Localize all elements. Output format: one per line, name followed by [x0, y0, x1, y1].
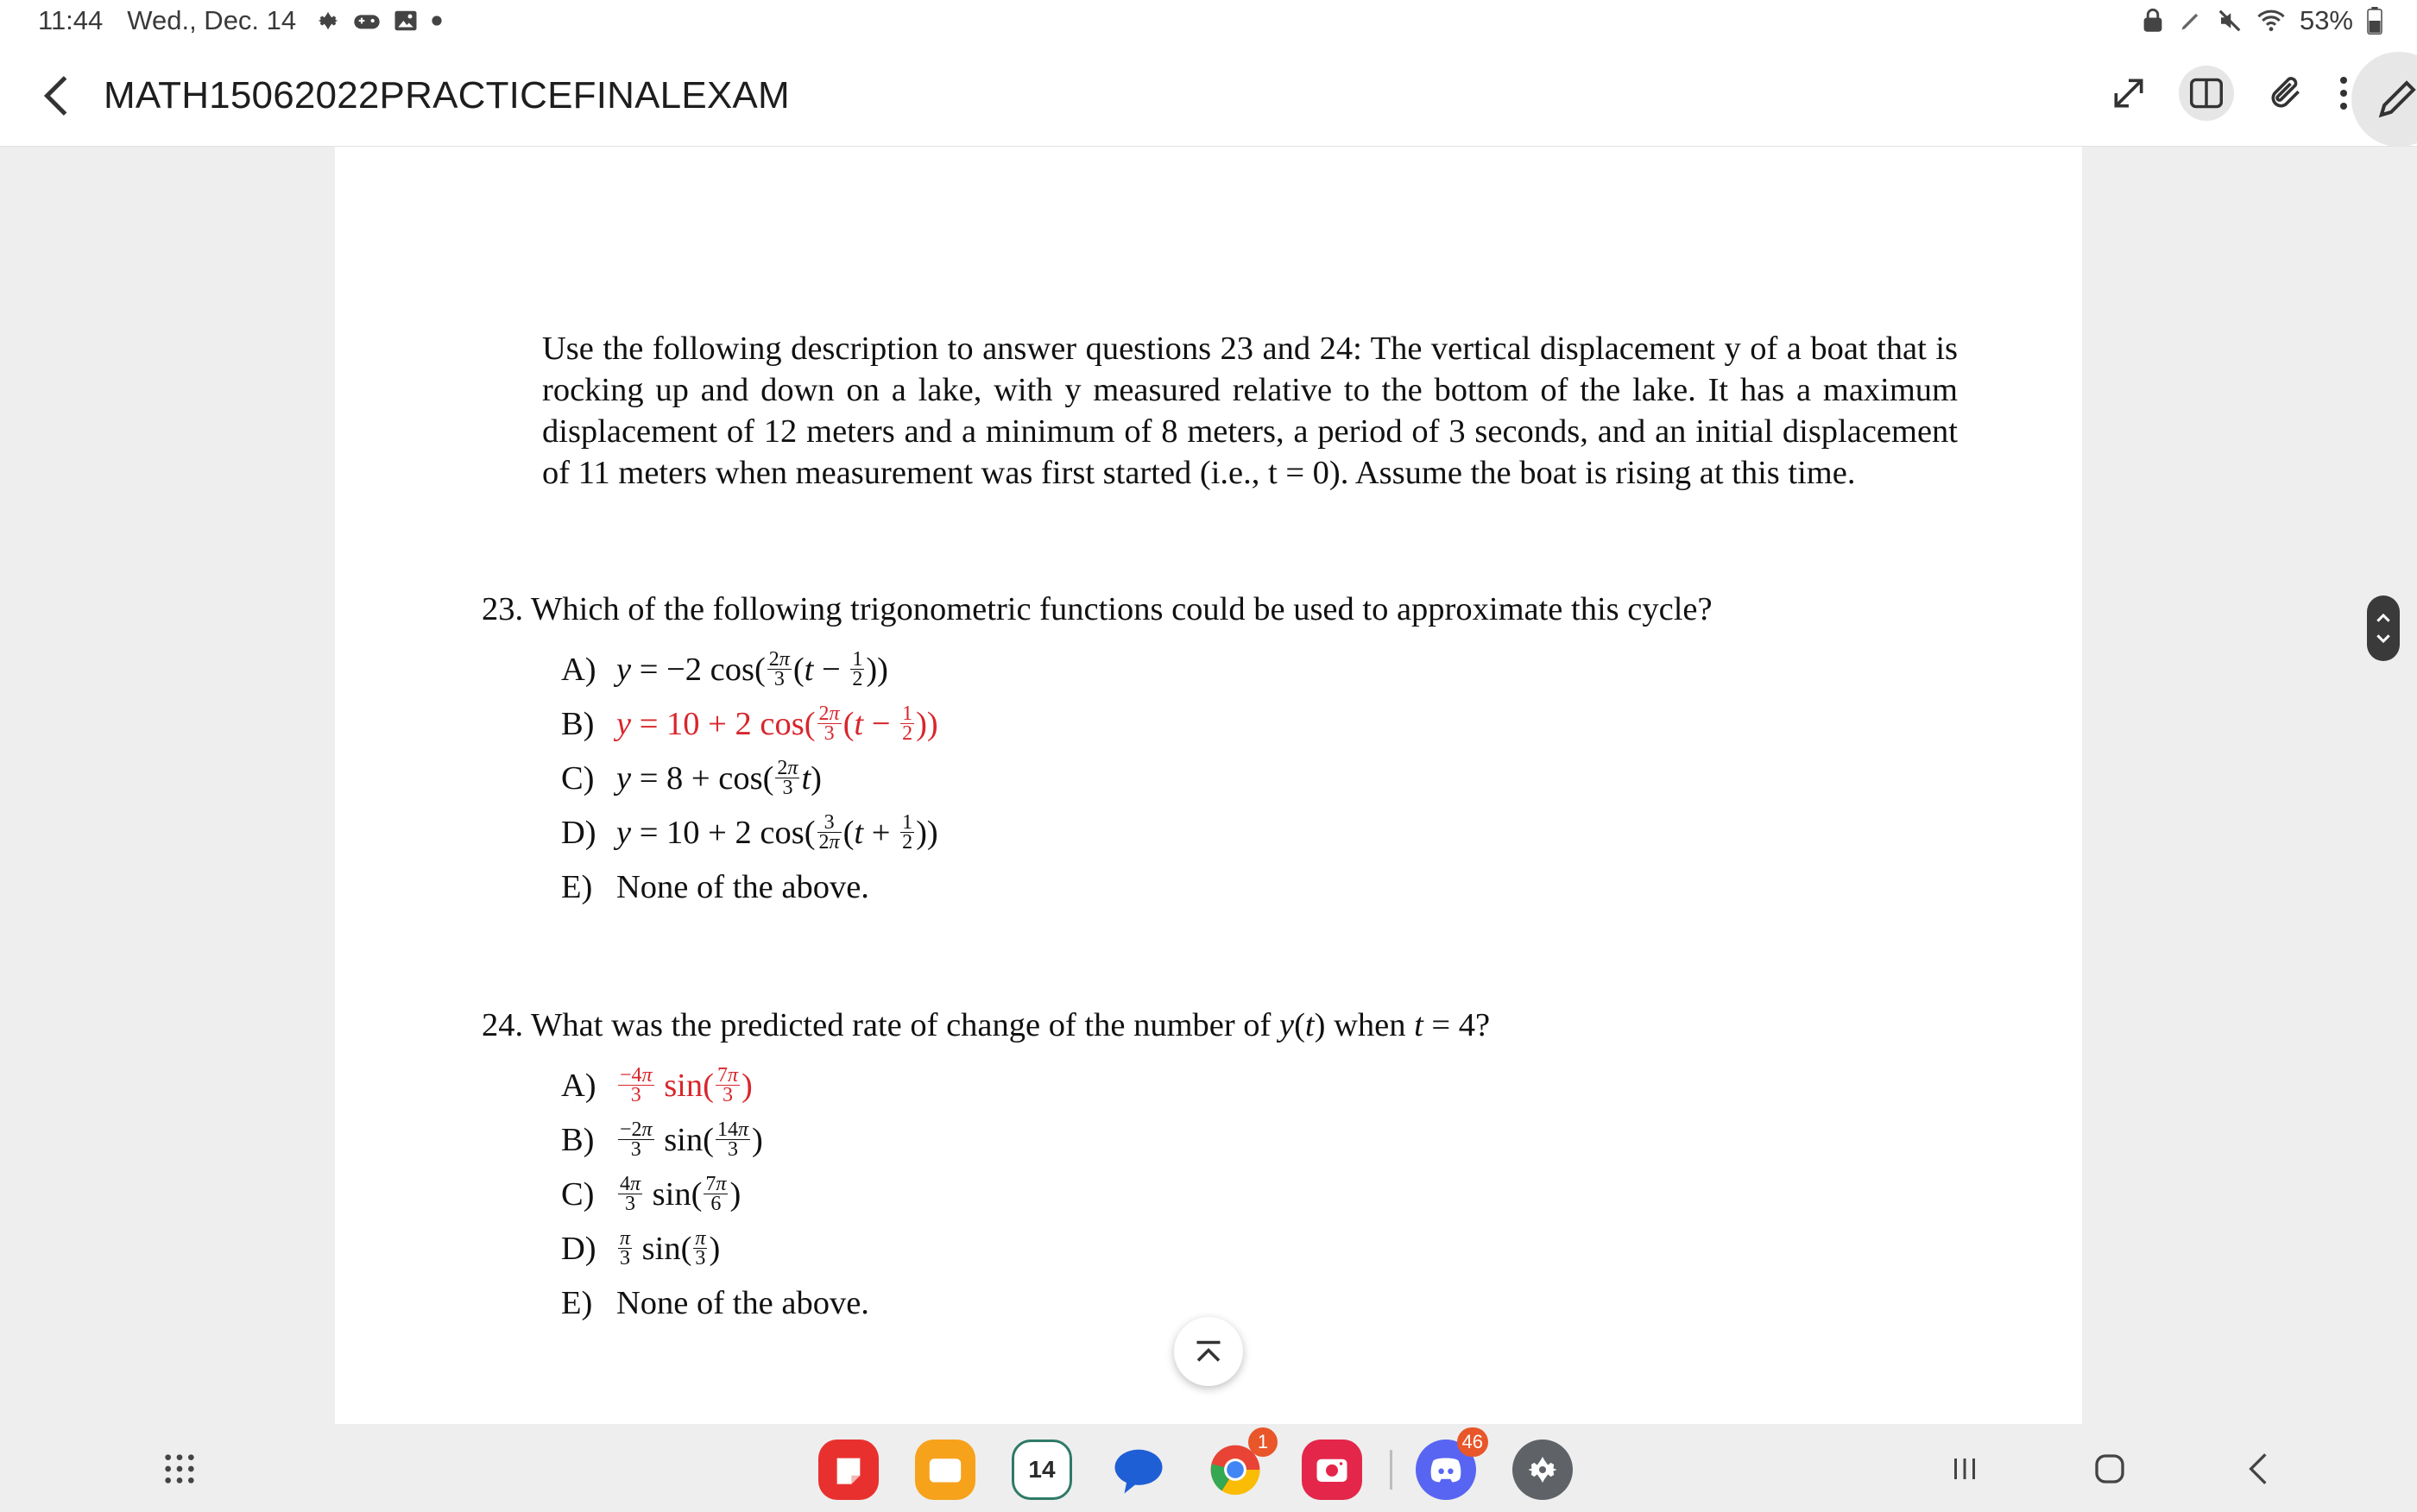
choice-label: D) [561, 1231, 596, 1267]
chevron-left-icon [40, 74, 74, 117]
samsung-notes-app[interactable] [818, 1440, 879, 1500]
settings-app[interactable] [1512, 1440, 1573, 1500]
attach-button[interactable] [2258, 66, 2313, 121]
q24-choice-a: A) $\frac{-4\pi}{3}$ sin( $\frac{7\pi}{3}$ ) [561, 1063, 753, 1106]
scroll-to-top-button[interactable] [1174, 1317, 1243, 1386]
choice-label: B) [561, 706, 595, 742]
q23-choice-d: D) y = 10 + 2 cos( $\frac{3}{2\pi}$ (t + $\frac{1}{2}$ )) [561, 810, 938, 854]
choice-label: D) [561, 815, 596, 851]
back-button[interactable] [40, 74, 74, 117]
choice-label: E) [561, 1285, 593, 1321]
recents-icon [1949, 1453, 1980, 1484]
problem-description: Use the following description to answer questions 23 and 24: The vertical displacement y of a boat that is rocking up and down on a lake, with y measured relative to the bottom of the lake. It has a maximum displacement of 12 meters and a minimum of 8 meters, a period of 3 seconds, and an initial displacement of 11 meters when measurement was first started (i.e., t = 0). Assume the boat is rising at this time. [542, 331, 1958, 491]
status-left [38, 5, 443, 36]
notification-icons [315, 8, 443, 34]
status-right [2141, 5, 2382, 36]
q23-choice-a: A) y = −2 cos( $\frac{2\pi}{3}$ (t − $\frac{1}{2}$ )) [561, 647, 888, 690]
notification-badge: 46 [1457, 1427, 1488, 1457]
choice-label: B) [561, 1122, 595, 1158]
choice-label: E) [561, 869, 593, 905]
app-drawer-button[interactable] [154, 1443, 205, 1495]
pen-status-icon [2179, 9, 2203, 33]
system-back-button[interactable] [2232, 1443, 2284, 1495]
battery-percent: 53% [2299, 5, 2353, 35]
q24-choice-c: C) $\frac{4\pi}{3}$ sin( $\frac{7\pi}{6}$ ) [561, 1172, 742, 1215]
discord-icon [1427, 1454, 1465, 1485]
discord-app[interactable] [1416, 1431, 1483, 1500]
book-view-icon [2188, 77, 2225, 110]
status-date: Wed., Dec. 14 [127, 5, 297, 35]
taskbar-divider [1390, 1450, 1392, 1490]
chevron-left-icon [2245, 1452, 2271, 1486]
my-files-app[interactable] [915, 1440, 975, 1500]
choice-label: A) [561, 652, 596, 688]
pencil-icon [2376, 74, 2417, 121]
gear-icon [1524, 1451, 1562, 1489]
q24-choice-d: D) $\frac{\pi}{3}$ sin( $\frac{\pi}{3}$ ) [561, 1226, 721, 1269]
image-icon [393, 8, 419, 34]
edit-pen-button[interactable] [2351, 52, 2417, 147]
notes-icon [831, 1452, 866, 1487]
edge-panel-handle[interactable] [2367, 595, 2400, 661]
expand-arrows-icon [2110, 74, 2148, 112]
q24-choice-e [561, 1282, 869, 1324]
more-notifications-dot-icon [431, 15, 443, 27]
q23-choice-c: C) y = 8 + cos( $\frac{2\pi}{3}$ t) [561, 756, 822, 799]
gamepad-icon [353, 9, 381, 33]
home-button[interactable] [2084, 1443, 2136, 1495]
camera-icon [1314, 1454, 1350, 1485]
taskbar [0, 1424, 2417, 1512]
messages-app[interactable] [1108, 1440, 1169, 1500]
battery-icon [2367, 7, 2382, 35]
choice-text: None of the above. [616, 869, 869, 905]
document-title: MATH15062022PRACTICEFINALEXAM [104, 74, 790, 117]
choice-text: None of the above. [616, 1285, 869, 1321]
title-bar [0, 45, 2417, 147]
lock-icon [2141, 8, 2165, 34]
clock: 11:44 [38, 5, 104, 35]
camera-app[interactable] [1302, 1440, 1362, 1500]
mute-icon [2217, 8, 2243, 34]
folder-icon [926, 1452, 964, 1487]
status-bar [0, 0, 2417, 45]
fullscreen-button[interactable] [2101, 66, 2156, 121]
question-23-stem: 23. Which of the following trigonometric functions could be used to approximate this cycle? [482, 591, 1713, 627]
calendar-app[interactable] [1012, 1440, 1072, 1500]
q24-choice-b: B) $\frac{-2\pi}{3}$ sin( $\frac{14\pi}{3}$ ) [561, 1118, 763, 1161]
chevron-up-down-icon [2375, 608, 2392, 649]
choice-label: C) [561, 1176, 595, 1213]
wifi-icon [2256, 8, 2286, 34]
recent-apps-button[interactable] [1939, 1443, 1991, 1495]
q23-choice-e [561, 866, 869, 908]
notification-badge: 1 [1248, 1427, 1278, 1457]
document-page[interactable] [335, 147, 2082, 1424]
grid-dots-icon [162, 1452, 197, 1486]
vertical-dots-icon [2339, 76, 2348, 110]
choice-label: A) [561, 1068, 596, 1104]
chrome-app[interactable] [1205, 1431, 1269, 1500]
chat-bubble-icon [1110, 1441, 1167, 1498]
q23-choice-b: B) y = 10 + 2 cos( $\frac{2\pi}{3}$ (t − $\frac{1}{2}$ )) [561, 702, 938, 745]
arrow-up-to-top-icon [1193, 1339, 1224, 1364]
choice-label: C) [561, 760, 595, 797]
paperclip-icon [2267, 74, 2305, 112]
home-icon [2092, 1452, 2127, 1486]
question-24-stem: 24. What was the predicted rate of change of the number of y(t) when t = 4? [482, 1007, 1491, 1043]
page-view-button[interactable] [2179, 66, 2234, 121]
gear-icon [315, 8, 341, 34]
calendar-day: 14 [1028, 1456, 1056, 1483]
